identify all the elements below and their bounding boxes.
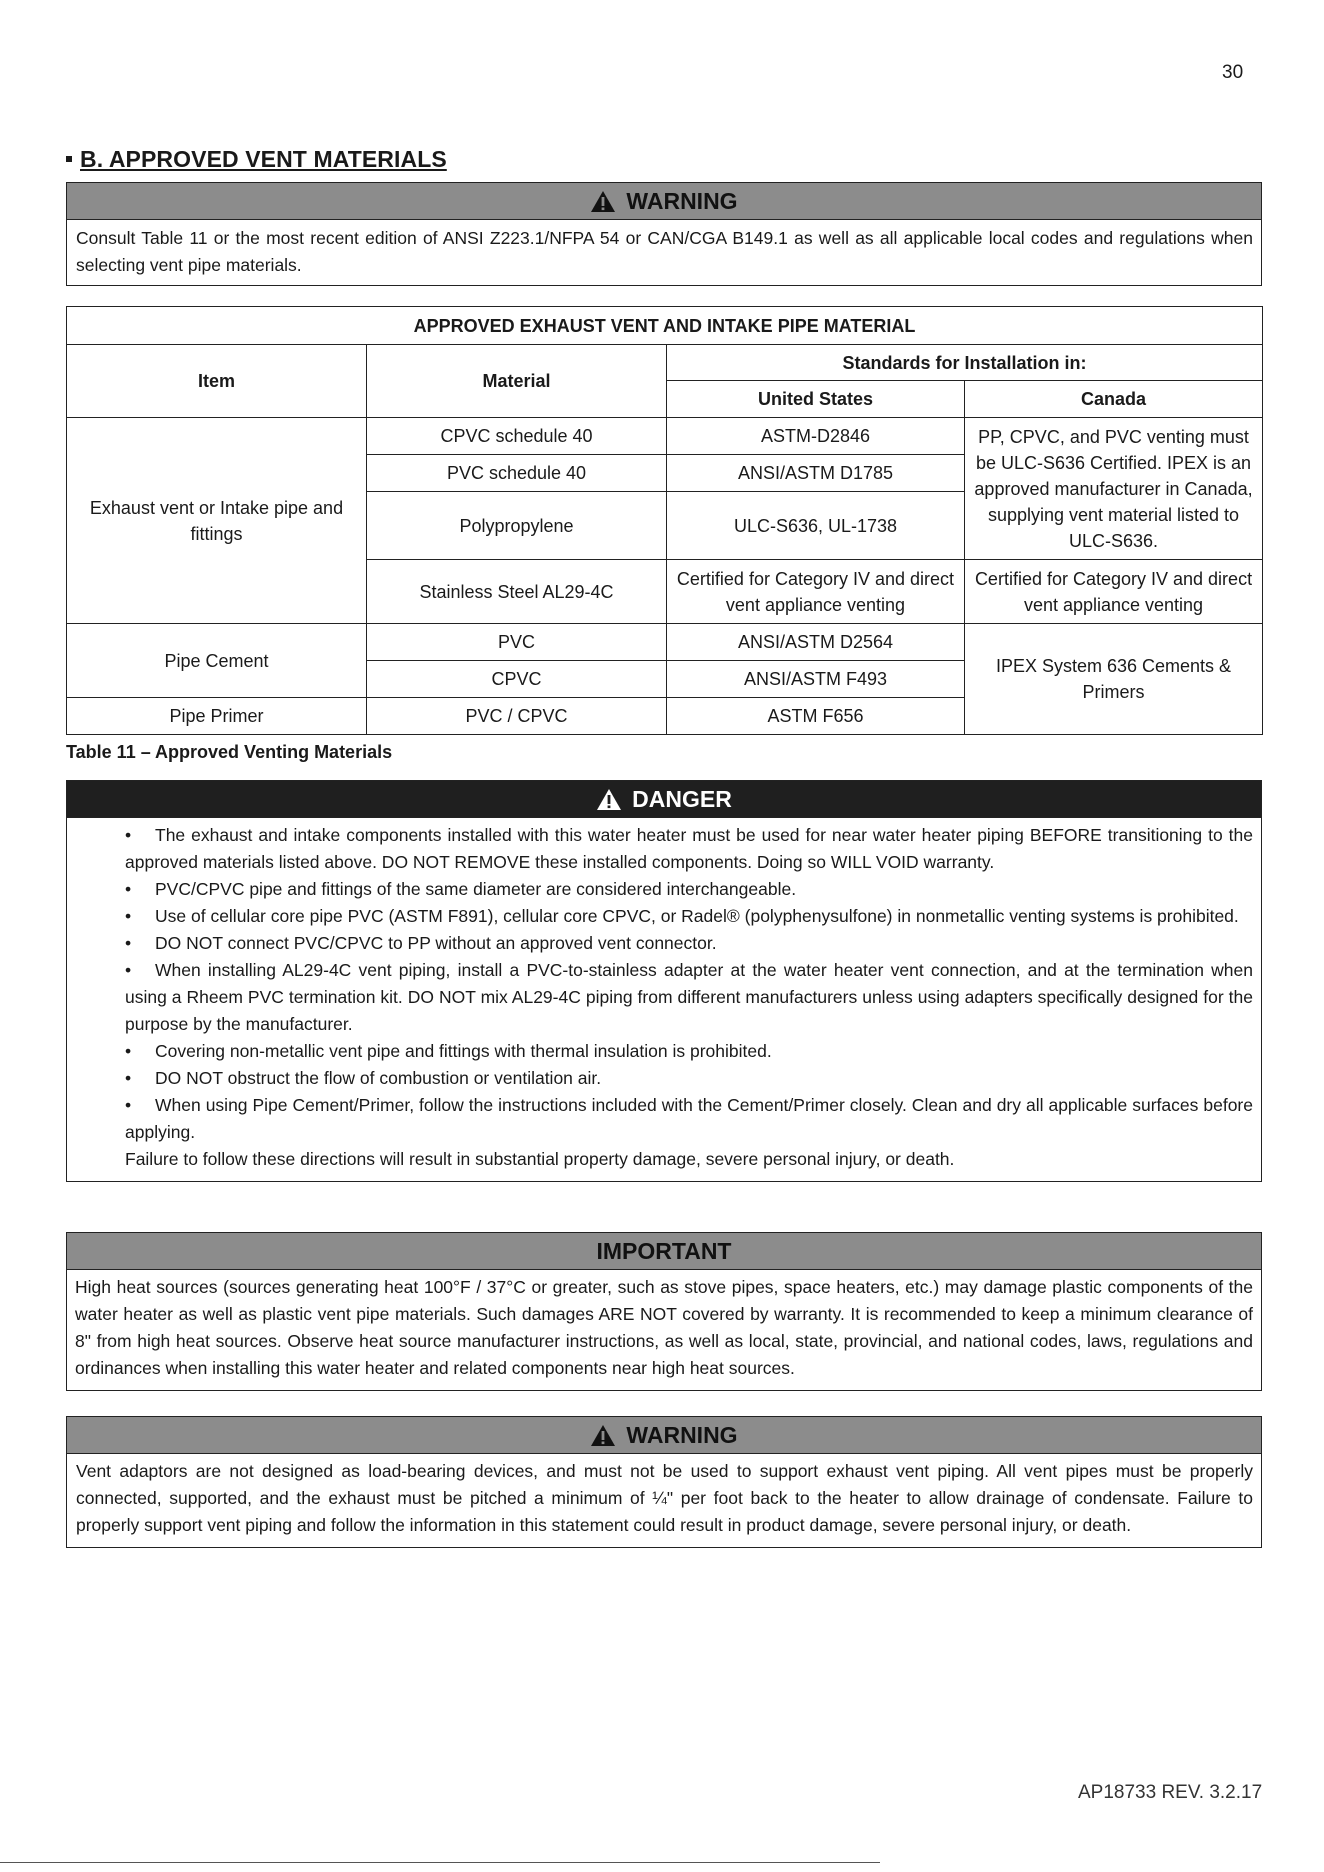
table-cell-item: Exhaust vent or Intake pipe and fittings [67, 418, 367, 624]
page-number: 30 [1222, 62, 1244, 83]
table-cell-canada: Certified for Category IV and direct vent appliance venting [965, 560, 1263, 624]
heading-bullet [66, 156, 72, 162]
danger-item-text: Use of cellular core pipe PVC (ASTM F891), cellular core CPVC, or Radel® (polyphenysulfone) in nonmetallic venting systems is prohibited. [155, 906, 1239, 926]
danger-item-text: DO NOT connect PVC/CPVC to PP without an approved vent connector. [155, 933, 717, 953]
warning-header [67, 183, 1261, 220]
table-cell-us: Certified for Category IV and direct vent appliance venting [667, 560, 965, 624]
bullet-dot: • [125, 1068, 132, 1088]
table-cell-item: Pipe Primer [67, 698, 367, 735]
table-cell-material: CPVC [367, 661, 667, 698]
table-cell-material: PVC [367, 624, 667, 661]
column-header-material: Material [367, 345, 667, 418]
danger-item-text: Covering non-metallic vent pipe and fittings with thermal insulation is prohibited. [155, 1041, 772, 1061]
important-text: High heat sources (sources generating heat 100°F / 37°C or greater, such as stove pipes, space heaters, etc.) may damage plastic components of the water heater as well as plastic vent pipe materials. Such damages ARE NOT covered by warranty. It is recommended to keep a minimum clearance of 8" from high heat sources. Observe heat source manufacturer instructions, as well as local, state, provincial, and national codes, laws, regulations and ordinances when installing this water heater and related components near high heat sources. [75, 1277, 1253, 1378]
table-cell-canada: PP, CPVC, and PVC venting must be ULC-S636 Certified. IPEX is an approved manufacturer in Canada, supplying vent material listed to ULC-S636. [965, 418, 1263, 560]
list-item [125, 1065, 1253, 1092]
bullet-dot: • [125, 879, 132, 899]
danger-item-text: DO NOT obstruct the flow of combustion or ventilation air. [155, 1068, 602, 1088]
document-revision-code: AP18733 REV. 3.2.17 [1078, 1782, 1263, 1803]
danger-list [125, 822, 1253, 1146]
column-header-canada: Canada [965, 381, 1263, 418]
table-cell-us: ASTM-D2846 [667, 418, 965, 455]
danger-item-text: The exhaust and intake components installed with this water heater must be used for near water heater piping BEFORE transitioning to the approved materials listed above. DO NOT REMOVE these installed components. Doing so WILL VOID warranty. [125, 825, 1253, 872]
important-label: IMPORTANT [596, 1237, 732, 1264]
list-item [125, 930, 1253, 957]
table-cell-us: ANSI/ASTM D1785 [667, 455, 965, 492]
warning-triangle-icon [590, 1424, 616, 1447]
danger-closing: Failure to follow these directions will result in substantial property damage, severe personal injury, or death. [125, 1149, 955, 1169]
warning-box-top [66, 182, 1262, 286]
list-item [125, 1038, 1253, 1065]
vent-materials-table [66, 306, 1263, 735]
bullet-dot: • [125, 1095, 132, 1115]
warning-triangle-icon [596, 788, 622, 811]
warning-text: Vent adaptors are not designed as load-bearing devices, and must not be used to support exhaust vent piping. All vent pipes must be properly connected, supported, and the exhaust must be pitched a minimum of ¼" per foot back to the heater to allow drainage of condensate. Failure to properly support vent piping and follow the information in this statement could result in product damage, severe personal injury, or death. [76, 1461, 1253, 1535]
table-title: APPROVED EXHAUST VENT AND INTAKE PIPE MATERIAL [67, 307, 1263, 345]
bullet-dot: • [125, 825, 132, 845]
list-item [125, 903, 1253, 930]
table-cell-material: Stainless Steel AL29-4C [367, 560, 667, 624]
important-header [67, 1233, 1261, 1270]
danger-label: DANGER [632, 785, 732, 812]
danger-item-text: When using Pipe Cement/Primer, follow the instructions included with the Cement/Primer closely. Clean and dry all applicable surfaces before applying. [125, 1095, 1253, 1142]
bullet-dot: • [125, 1041, 132, 1061]
column-header-standards: Standards for Installation in: [667, 345, 1263, 381]
table-cell-material: PVC schedule 40 [367, 455, 667, 492]
table-cell-us: ANSI/ASTM F493 [667, 661, 965, 698]
warning-label: WARNING [626, 1421, 738, 1448]
bullet-dot: • [125, 933, 132, 953]
list-item [125, 1092, 1253, 1146]
bullet-dot: • [125, 960, 132, 980]
table-cell-material: Polypropylene [367, 492, 667, 560]
list-item [125, 876, 1253, 903]
section-heading [66, 146, 447, 173]
table-caption: Table 11 – Approved Venting Materials [66, 742, 393, 762]
warning-label: WARNING [626, 187, 738, 214]
danger-box [66, 780, 1262, 1182]
warning-triangle-icon [590, 190, 616, 213]
bullet-dot: • [125, 906, 132, 926]
column-header-us: United States [667, 381, 965, 418]
table-cell-us: ASTM F656 [667, 698, 965, 735]
warning-header [67, 1417, 1261, 1454]
danger-body [67, 818, 1261, 1181]
table-cell-us: ULC-S636, UL-1738 [667, 492, 965, 560]
danger-item-text: PVC/CPVC pipe and fittings of the same diameter are considered interchangeable. [155, 879, 797, 899]
table-cell-material: PVC / CPVC [367, 698, 667, 735]
warning-text: Consult Table 11 or the most recent edition of ANSI Z223.1/NFPA 54 or CAN/CGA B149.1 as well as all applicable local codes and regulations when selecting vent pipe materials. [76, 228, 1253, 275]
important-box [66, 1232, 1262, 1391]
list-item [125, 822, 1253, 876]
list-item [125, 957, 1253, 1038]
column-header-item: Item [67, 345, 367, 418]
table-cell-material: CPVC schedule 40 [367, 418, 667, 455]
danger-header [67, 781, 1261, 818]
footer-rule [0, 1862, 880, 1863]
section-title: B. APPROVED VENT MATERIALS [80, 146, 447, 172]
table-cell-canada: IPEX System 636 Cements & Primers [965, 624, 1263, 735]
table-cell-us: ANSI/ASTM D2564 [667, 624, 965, 661]
warning-box-bottom [66, 1416, 1262, 1548]
table-cell-item: Pipe Cement [67, 624, 367, 698]
danger-item-text: When installing AL29-4C vent piping, install a PVC-to-stainless adapter at the water heater vent connection, and at the termination when using a Rheem PVC termination kit. DO NOT mix AL29-4C piping from different manufacturers unless using adapters specifically designed for the purpose by the manufacturer. [125, 960, 1253, 1034]
